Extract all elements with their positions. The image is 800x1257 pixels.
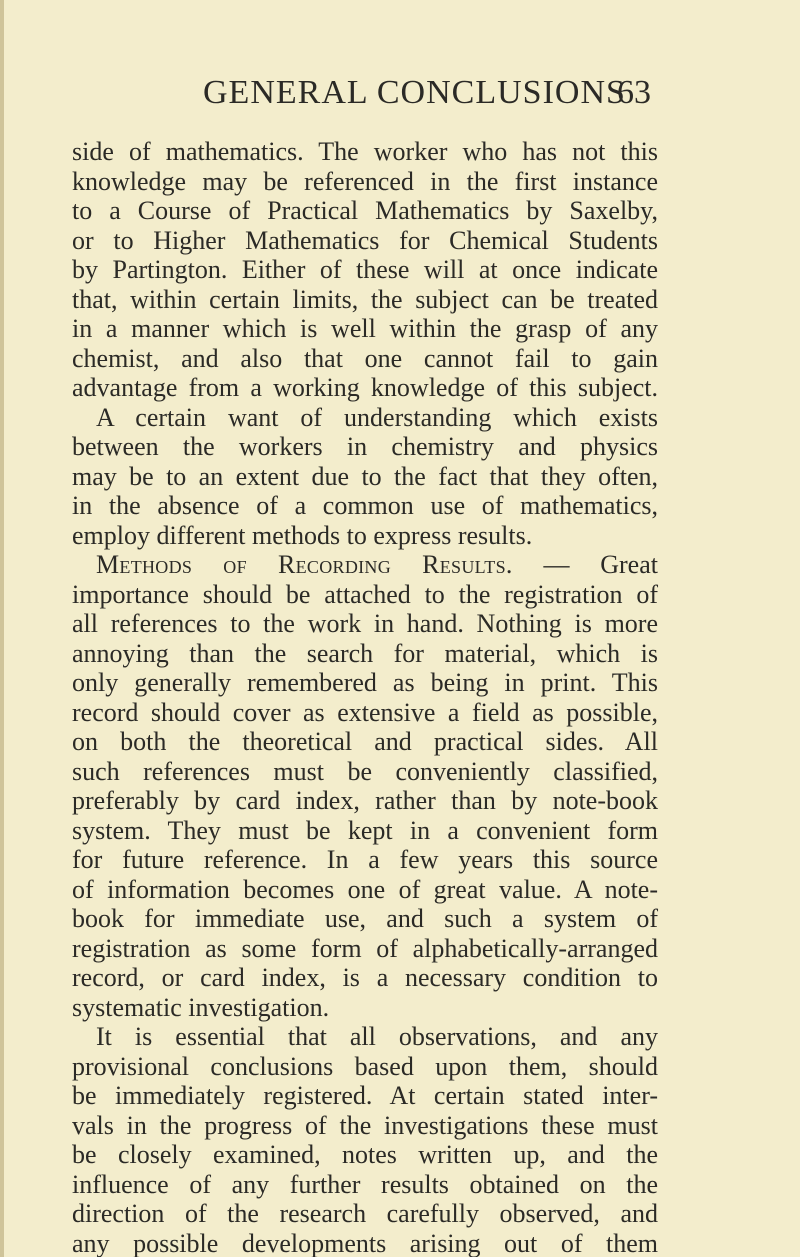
text-line: be closely examined, notes written up, and the bbox=[72, 1140, 658, 1169]
text-line: side of mathematics. The worker who has not this bbox=[72, 137, 658, 166]
page-header bbox=[0, 74, 800, 130]
text-line: preferably by card index, rather than by note-book bbox=[72, 786, 658, 815]
text-line: may be to an extent due to the fact that they often, bbox=[72, 461, 658, 491]
text-line: any possible developments arising out of them bbox=[72, 1228, 658, 1257]
text-line: knowledge may be referenced in the first instance bbox=[72, 166, 658, 196]
text-line: chemist, and also that one cannot fail to gain bbox=[72, 343, 658, 373]
text-line: such references must be conveniently classified, bbox=[72, 756, 658, 786]
text-line: record should cover as extensive a field as possible, bbox=[72, 697, 658, 727]
text-line: by Partington. Either of these will at once indicate bbox=[72, 255, 658, 284]
text-line: registration as some form of alphabetically-arranged bbox=[72, 933, 658, 963]
text-line: all references to the work in hand. Nothing is more bbox=[72, 609, 658, 638]
text-line: of information becomes one of great value. A note- bbox=[72, 874, 658, 904]
text-line: vals in the progress of the investigations these must bbox=[72, 1110, 658, 1140]
text-line: to a Course of Practical Mathematics by Saxelby, bbox=[72, 196, 658, 225]
text-line: systematic investigation. bbox=[72, 992, 330, 1022]
text-line: that, within certain limits, the subject can be treated bbox=[72, 284, 658, 314]
text-line: on both the theoretical and practical sides. All bbox=[72, 727, 658, 756]
text-line: system. They must be kept in a convenient form bbox=[72, 815, 658, 845]
section-heading: Methods of Recording Results. bbox=[96, 550, 513, 579]
heading-continuation: — Great bbox=[512, 550, 658, 579]
text-line: employ different methods to express results. bbox=[72, 520, 533, 550]
running-title: GENERAL CONCLUSIONS bbox=[203, 74, 626, 111]
text-line: book for immediate use, and such a system of bbox=[72, 904, 658, 933]
text-line: It is essential that all observations, and any bbox=[96, 1022, 658, 1051]
text-line: in a manner which is well within the grasp of any bbox=[72, 314, 658, 343]
text-line: or to Higher Mathematics for Chemical Students bbox=[72, 225, 658, 255]
page-number: 63 bbox=[617, 74, 651, 111]
text-line: for future reference. In a few years this source bbox=[72, 845, 658, 874]
text-line: provisional conclusions based upon them, should bbox=[72, 1051, 658, 1081]
text-line: importance should be attached to the registration of bbox=[72, 579, 658, 609]
text-line: influence of any further results obtained on the bbox=[72, 1169, 658, 1199]
section-heading-line bbox=[72, 550, 658, 580]
text-line: A certain want of understanding which exists bbox=[96, 402, 658, 432]
text-line: between the workers in chemistry and physics bbox=[72, 432, 658, 461]
text-line: annoying than the search for material, which is bbox=[72, 638, 658, 668]
text-line: be immediately registered. At certain stated inter- bbox=[72, 1081, 658, 1110]
text-line: in the absence of a common use of mathematics, bbox=[72, 491, 658, 520]
text-line: record, or card index, is a necessary condition to bbox=[72, 963, 658, 992]
text-line: direction of the research carefully observed, and bbox=[72, 1199, 658, 1228]
body-text bbox=[72, 137, 658, 1257]
page-edge bbox=[0, 0, 4, 1257]
text-line: only generally remembered as being in print. This bbox=[72, 668, 658, 697]
text-line: advantage from a working knowledge of this subject. bbox=[72, 373, 658, 402]
